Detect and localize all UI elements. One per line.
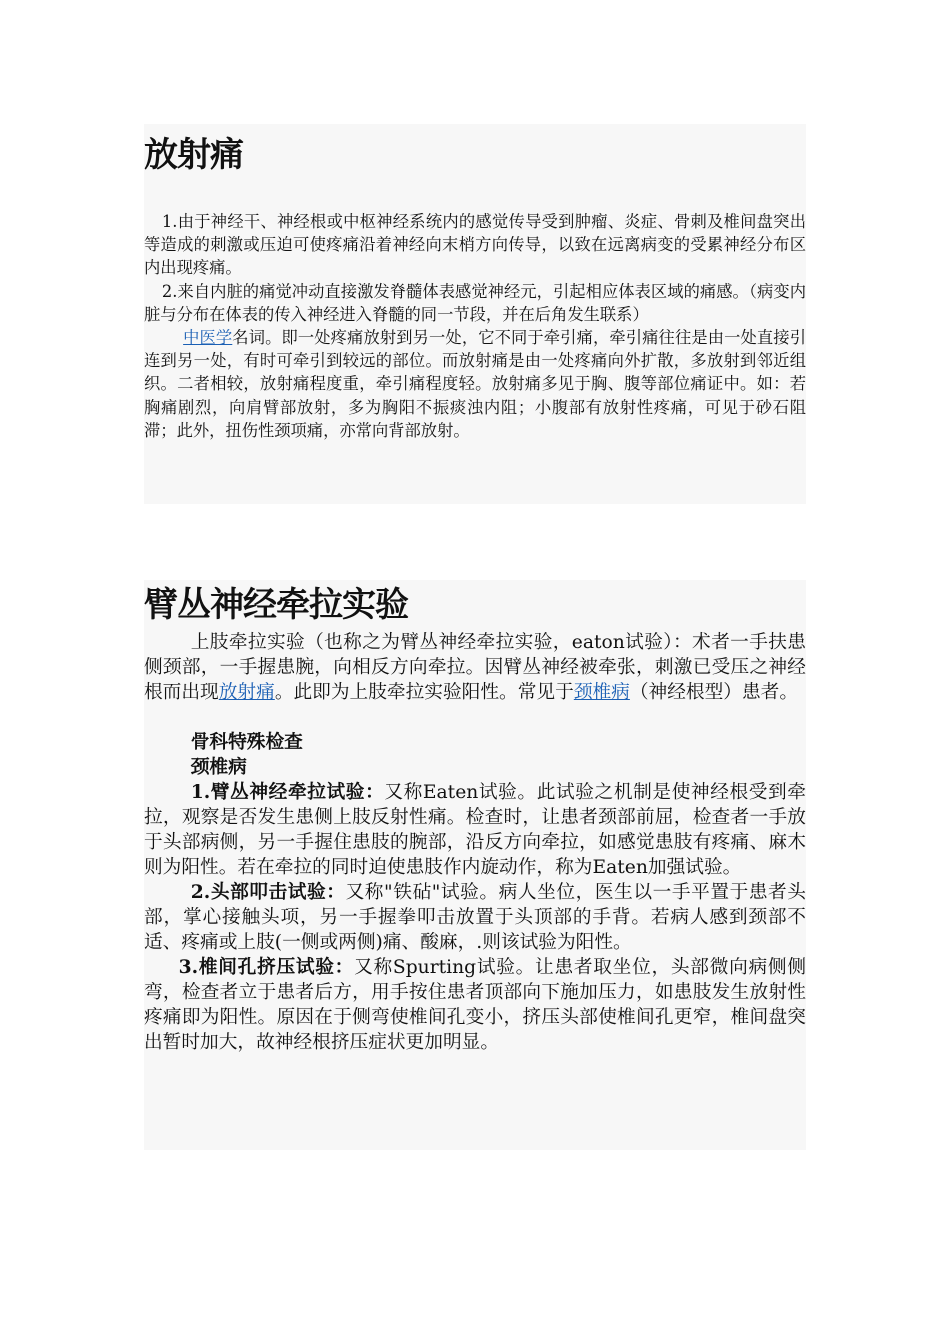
cervical-spondylosis-link[interactable]: 颈椎病 [573, 682, 630, 703]
tcm-link[interactable]: 中医学 [183, 328, 233, 348]
section-radiating-pain [144, 124, 806, 504]
paragraph-1: 1.由于神经干、神经根或中枢神经系统内的感觉传导受到肿瘤、炎症、骨刺及椎间盘突出等造成的刺激或压迫可使疼痛沿着神经向末梢方向传导，以致在远离病变的受累神经分布区内出现疼痛。 [144, 212, 806, 278]
test-1-text: 又称Eaten试验。此试验之机制是使神经根受到牵拉，观察是否发生患侧上肢反射性痛。检查时，让患者颈部前屈，检查者一手放于头部病侧，另一手握住患肢的腕部，沿反方向牵拉，如感觉患肢有疼痛、麻木则为阳性。若在牵拉的同时迫使患肢作内旋动作，称为Eaten加强试验。 [144, 782, 806, 878]
intro-text: 上肢牵拉实验（也称之为臂丛神经牵拉实验，eaton试验）：术者一手扶患侧颈部，一手握患腕，向相反方向牵拉。因臂丛神经被牵张，刺激已受压之神经根而出现 [144, 632, 806, 703]
paragraph-2: 2.来自内脏的痛觉冲动直接激发脊髓体表感觉神经元，引起相应体表区域的痛感。（病变内脏与分布在体表的传入神经进入脊髓的同一节段，并在后角发生联系） [144, 281, 806, 324]
section-title: 臂丛神经牵拉实验 [144, 585, 408, 625]
test-1 [144, 780, 806, 880]
intro-text: 。此即为上肢牵拉实验阳性。常见于 [274, 682, 574, 703]
test-3-label: 3.椎间孔挤压试验： [178, 956, 355, 978]
subheading-text: 颈椎病 [190, 756, 247, 778]
paragraph-3-text: 名词。即一处疼痛放射到另一处，它不同于牵引痛，牵引痛往往是由一处直接引连到另一处，有时可牵引到较远的部位。而放射痛是由一处疼痛向外扩散，多放射到邻近组织。二者相较，放射痛程度重，牵引痛程度轻。放射痛多见于胸、腹等部位痛证中。如：若胸痛剧烈，向肩臂部放射，多为胸阳不振痰浊内阻；小腹部有放射性疼痛，可见于砂石阻滞；此外，扭伤性颈项痛，亦常向背部放射。 [144, 328, 806, 440]
section-body [144, 630, 806, 1055]
subheading [144, 755, 806, 780]
paragraph-3 [144, 326, 806, 442]
subheading-text: 骨科特殊检查 [190, 731, 303, 753]
intro-text: （神经根型）患者。 [629, 682, 799, 703]
test-1-label: 1.臂丛神经牵拉试验： [190, 781, 385, 803]
test-2 [144, 880, 806, 955]
test-3-text: 又称Spurting试验。让患者取坐位，头部微向病侧侧弯，检查者立于患者后方，用手按住患者顶部向下施加压力，如患肢发生放射性疼痛即为阳性。原因在于侧弯使椎间孔变小，挤压头部使椎间孔更窄，椎间盘突出暂时加大，故神经根挤压症状更加明显。 [144, 957, 807, 1053]
section-body [144, 210, 806, 442]
test-3 [144, 955, 806, 1055]
test-2-label: 2.头部叩击试验： [190, 881, 346, 903]
intro-paragraph [144, 630, 806, 705]
test-2-text: 又称"铁砧"试验。病人坐位，医生以一手平置于患者头部，掌心接触头项，另一手握拳叩击放置于头顶部的手背。若病人感到颈部不适、疼痛或上肢(一侧或两侧)痛、酸麻，.则该试验为阳性。 [144, 882, 806, 953]
radiating-pain-link[interactable]: 放射痛 [218, 682, 275, 703]
subheading [144, 730, 806, 755]
section-brachial-plexus-test [144, 580, 806, 1150]
section-title: 放射痛 [144, 135, 243, 175]
